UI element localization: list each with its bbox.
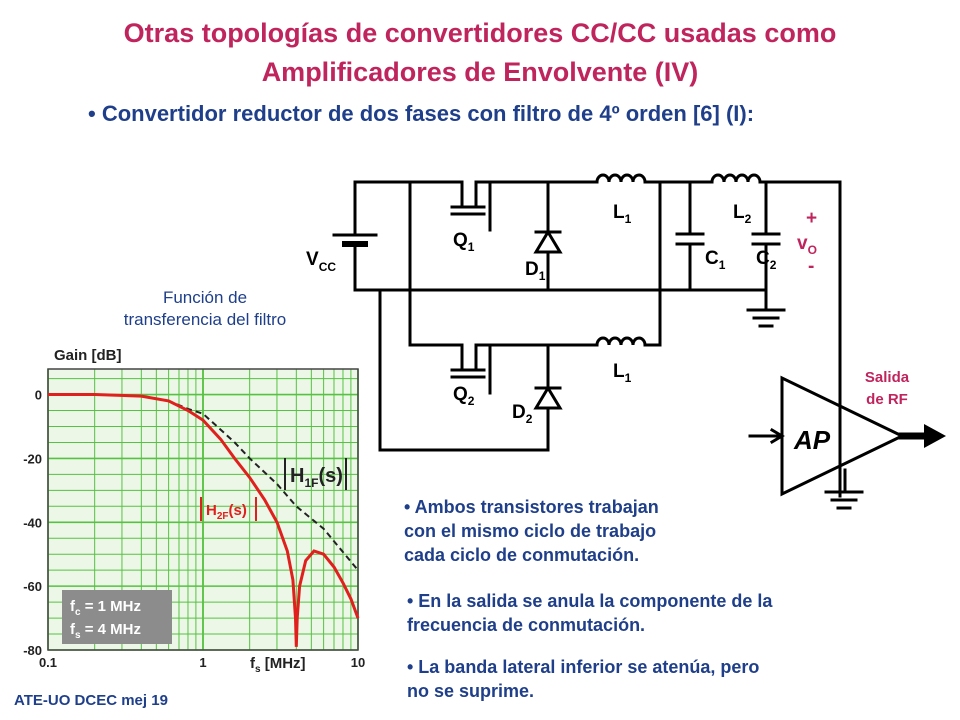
slide-subtitle: • Convertidor reductor de dos fases con filtro de 4º orden [6] (I): bbox=[88, 101, 755, 126]
y-tick-label: -60 bbox=[23, 579, 42, 595]
q1-label: $Q_1$ bbox=[453, 230, 475, 254]
rf-output-line-2: de RF bbox=[866, 391, 908, 408]
vo-label: $v_O$ bbox=[797, 233, 817, 257]
l1-bottom-label: $L_1$ bbox=[613, 361, 632, 385]
bullet-2: • En la salida se anula la componente de la frecuencia de conmutación. bbox=[407, 591, 773, 635]
y-axis-label: Gain [dB] bbox=[54, 347, 122, 364]
y-tick-label: -40 bbox=[23, 515, 42, 531]
slide-footer: ATE-UO DCEC mej 19 bbox=[14, 692, 168, 709]
h2f-text: $H_{2F}(s)$ bbox=[206, 502, 247, 522]
q2-label: $Q_2$ bbox=[453, 384, 475, 408]
l2-label: $L_2$ bbox=[733, 202, 752, 226]
x-tick-labels bbox=[39, 655, 365, 670]
title-line-1: Otras topologías de convertidores CC/CC usadas como bbox=[123, 18, 837, 48]
y-tick-label: -20 bbox=[23, 451, 42, 467]
fs-annotation: $f_s = 4$ MHz bbox=[70, 621, 141, 641]
x-tick-label: 1 bbox=[199, 655, 207, 670]
bullet-3: • La banda lateral inferior se atenúa, pero no se suprime. bbox=[407, 657, 760, 701]
x-tick-label: 10 bbox=[350, 655, 366, 670]
x-axis-label: $f_s$ [MHz] bbox=[250, 655, 306, 675]
fc-annotation: $f_c = 1$ MHz bbox=[70, 598, 141, 618]
vcc-label: $V_{CC}$ bbox=[306, 249, 337, 274]
amp-label: AP bbox=[794, 425, 831, 455]
c1-label: $C_1$ bbox=[705, 248, 726, 272]
y-tick-label: 0 bbox=[34, 387, 42, 403]
d2-label: $D_2$ bbox=[512, 402, 533, 426]
bullet-1: • Ambos transistores trabajan con el mismo ciclo de trabajo cada ciclo de conmutación. bbox=[404, 497, 659, 565]
title-line-2: Amplificadores de Envolvente (IV) bbox=[261, 57, 699, 87]
rf-output-line-1: Salida bbox=[864, 369, 910, 386]
vo-plus: + bbox=[806, 208, 818, 229]
filter-panel-title-line-1: Función de bbox=[162, 288, 248, 307]
d1-label: $D_1$ bbox=[525, 259, 546, 283]
y-tick-labels bbox=[23, 388, 42, 658]
c2-label: $C_2$ bbox=[756, 248, 777, 272]
y-tick-label: -80 bbox=[23, 643, 42, 658]
x-tick-label: 0.1 bbox=[38, 655, 58, 670]
l1-top-label: $L_1$ bbox=[613, 202, 632, 226]
vo-minus: - bbox=[808, 256, 815, 277]
filter-panel-title-line-2: transferencia del filtro bbox=[123, 310, 287, 329]
h1f-text: $H_{1F}(s)$ bbox=[290, 465, 343, 490]
